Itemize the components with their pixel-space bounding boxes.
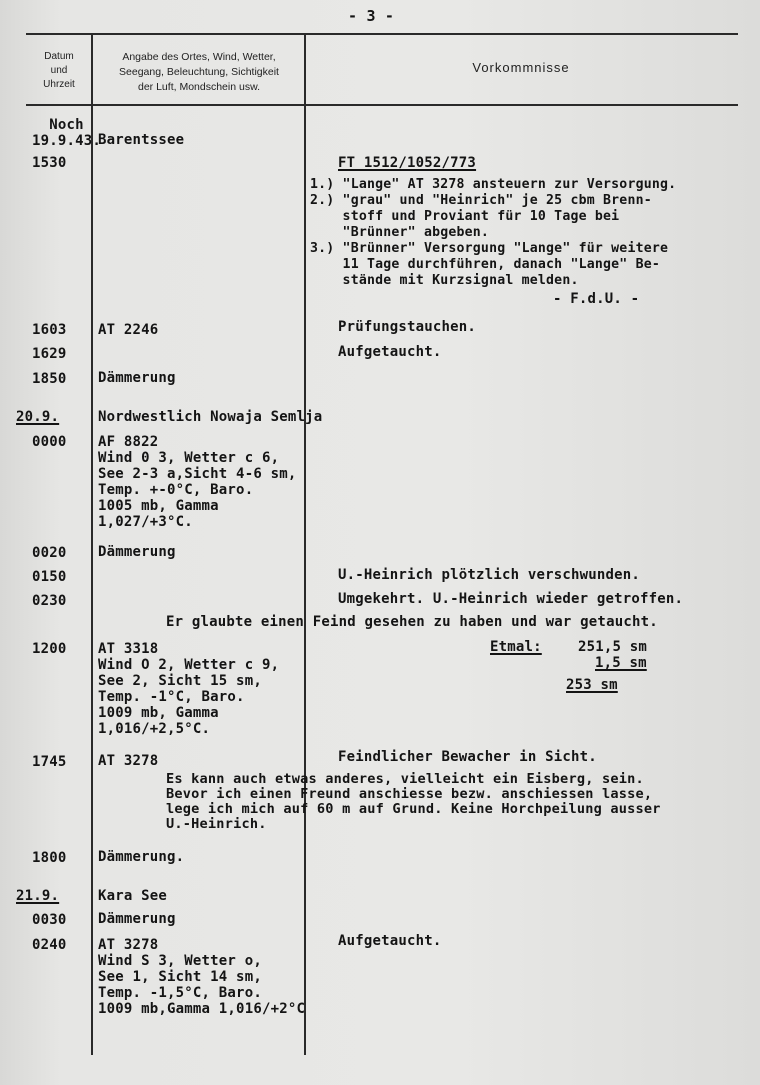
time-1530: 1530 [32, 155, 67, 171]
time-0230: 0230 [32, 593, 67, 609]
place-1850: Dämmerung [98, 370, 176, 386]
header-place-column: Angabe des Ortes, Wind, Wetter, Seegang, Beleuchtung, Sichtigkeit der Luft, Mondschein usw. [119, 51, 279, 93]
place-kara-see: Kara See [98, 888, 168, 904]
event-0230: Umgekehrt. U.-Heinrich wieder getroffen. [338, 591, 684, 607]
time-0240: 0240 [32, 937, 67, 953]
etmal-total: 253 sm [566, 677, 618, 693]
time-0030: 0030 [32, 912, 67, 928]
header-top-rule [26, 33, 738, 35]
place-0030: Dämmerung [98, 911, 176, 927]
time-0000: 0000 [32, 434, 67, 450]
radio-message-id: FT 1512/1052/773 [338, 155, 477, 171]
date-noch-19-9-43: Noch 19.9.43. [32, 117, 102, 149]
time-0020: 0020 [32, 545, 67, 561]
place-barentssee: Barentssee [98, 132, 185, 148]
place-nw-nowaja-semlja: Nordwestlich Nowaja Semlja [98, 409, 323, 425]
date-column-divider [91, 33, 93, 1055]
etmal-value-1: 251,5 sm [578, 639, 648, 655]
place-1200: AT 3318 Wind O 2, Wetter c 9, See 2, Sicht 15 sm, Temp. -1°C, Baro. 1009 mb, Gamma 1,016/+2,5°C. [98, 641, 280, 737]
place-0020: Dämmerung [98, 544, 176, 560]
date-21-9: 21.9. [16, 888, 60, 904]
place-0000: AF 8822 Wind 0 3, Wetter c 6, See 2-3 a,Sicht 4-6 sm, Temp. +-0°C, Baro. 1005 mb, Gamma 1,027/+3°C. [98, 434, 297, 530]
header-date-column: Datum und Uhrzeit [43, 51, 75, 90]
radio-message-signature: - F.d.U. - [553, 291, 640, 307]
time-0150: 0150 [32, 569, 67, 585]
etmal-value-2: 1,5 sm [595, 655, 647, 671]
radio-message-body: 1.) "Lange" AT 3278 ansteuern zur Versorgung. 2.) "grau" und "Heinrich" je 25 cbm Brenn- stoff und Proviant für 10 Tage bei "Brünner" abgeben. 3.) "Brünner" Versorgung "Lange" für weitere 11 Tage durchführen, danach "Lange" Be- stände mit Kurzsignal melden. [310, 177, 677, 288]
etmal-label: Etmal: [490, 639, 542, 655]
event-1745: Feindlicher Bewacher in Sicht. [338, 749, 597, 765]
time-1800: 1800 [32, 850, 67, 866]
place-0240: AT 3278 Wind S 3, Wetter o, See 1, Sicht 14 sm, Temp. -1,5°C, Baro. 1009 mb,Gamma 1,016/+2°C [98, 937, 306, 1017]
event-1629: Aufgetaucht. [338, 344, 442, 360]
event-1745-note: Es kann auch etwas anderes, vielleicht ein Eisberg, sein. Bevor ich einen Freund anschiesse bezw. anschiessen lasse, lege ich mich auf 60 m auf Grund. Keine Horchpeilung ausser U.-Heinrich. [166, 771, 661, 832]
place-column-divider [304, 33, 306, 1055]
place-1745: AT 3278 [98, 753, 159, 769]
event-0230-note: Er glaubte einen Feind gesehen zu haben und war getaucht. [166, 614, 658, 630]
header-events-column: Vorkommnisse [472, 60, 570, 75]
date-20-9: 20.9. [16, 409, 60, 425]
place-1603: AT 2246 [98, 322, 159, 338]
page-number: - 3 - [348, 7, 395, 25]
header-bottom-rule [26, 104, 738, 106]
time-1629: 1629 [32, 346, 67, 362]
place-1800: Dämmerung. [98, 849, 185, 865]
event-1603: Prüfungstauchen. [338, 319, 477, 335]
event-0150: U.-Heinrich plötzlich verschwunden. [338, 567, 641, 583]
time-1200: 1200 [32, 641, 67, 657]
event-0240: Aufgetaucht. [338, 933, 442, 949]
time-1603: 1603 [32, 322, 67, 338]
time-1850: 1850 [32, 371, 67, 387]
time-1745: 1745 [32, 754, 67, 770]
